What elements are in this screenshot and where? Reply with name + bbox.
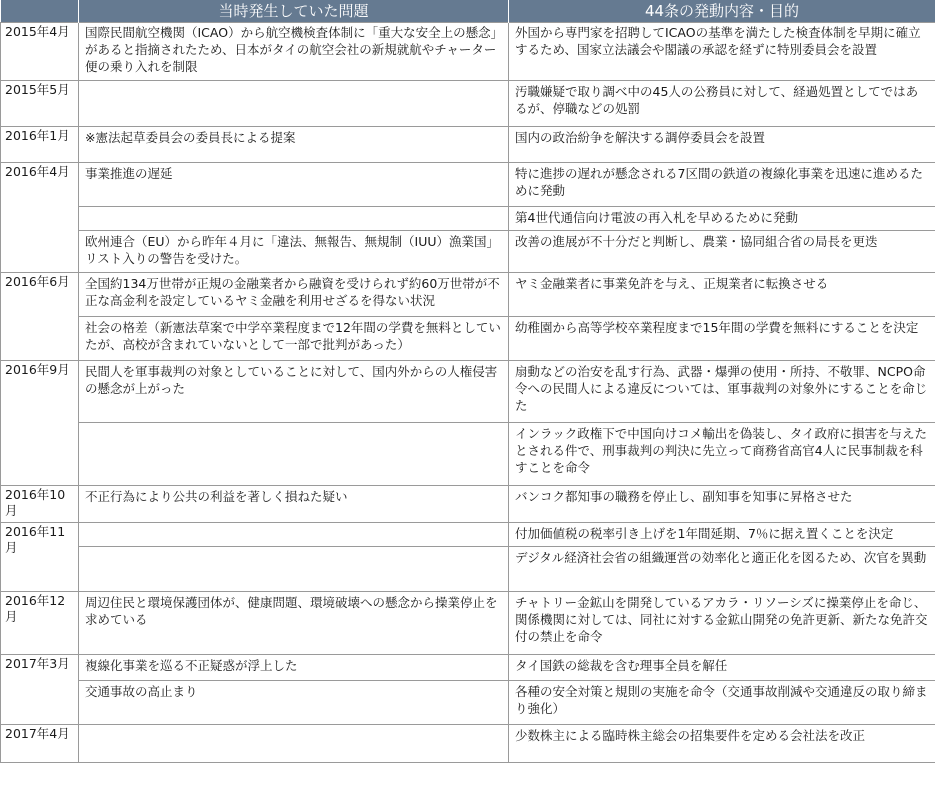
date-cell — [1, 655, 79, 725]
table-row — [1, 81, 935, 127]
header-action: 44条の発動内容・目的 — [509, 0, 935, 23]
problem-cell: 国際民間航空機関（ICAO）から航空機検査体制に「重大な安全上の懸念」があると指摘されたため、日本がタイの航空会社の新規就航やチャーター便の乗り入れを制限 — [79, 23, 509, 81]
date-text: 2016年4月 — [5, 164, 70, 179]
table-row — [1, 361, 935, 423]
problem-cell — [79, 81, 509, 127]
date-cell — [1, 592, 79, 655]
table-row — [1, 317, 935, 361]
date-cell — [1, 163, 79, 273]
date-cell — [1, 23, 79, 81]
action-cell: 付加価値税の税率引き上げを1年間延期、7％に据え置くことを決定 — [509, 523, 935, 547]
problem-cell: 不正行為により公共の利益を著しく損ねた疑い — [79, 486, 509, 523]
table-row — [1, 655, 935, 681]
action-cell: 少数株主による臨時株主総会の招集要件を定める会社法を改正 — [509, 725, 935, 763]
problem-cell: 交通事故の高止まり — [79, 681, 509, 725]
action-cell: 各種の安全対策と規則の実施を命令（交通事故削減や交通違反の取り締まり強化） — [509, 681, 935, 725]
problem-cell: ※憲法起草委員会の委員長による提案 — [79, 127, 509, 163]
table-row — [1, 592, 935, 655]
table-row — [1, 547, 935, 592]
action-cell: デジタル経済社会省の組織運営の効率化と適正化を図るため、次官を異動 — [509, 547, 935, 592]
action-cell: インラック政権下で中国向けコメ輸出を偽装し、タイ政府に損害を与えたとされる件で、刑事裁判の判決に先立って商務省高官4人に民事制裁を科すことを命令 — [509, 423, 935, 486]
date-text: 2017年3月 — [5, 656, 70, 671]
header-problem: 当時発生していた問題 — [79, 0, 509, 23]
date-cell — [1, 725, 79, 763]
problem-cell: 全国約134万世帯が正規の金融業者から融資を受けられず約60万世帯が不正な高金利を設定しているヤミ金融を利用せざるを得ない状況 — [79, 273, 509, 317]
problem-cell — [79, 523, 509, 547]
problem-cell: 複線化事業を巡る不正疑惑が浮上した — [79, 655, 509, 681]
header-date — [1, 0, 79, 23]
problem-cell: 周辺住民と環境保護団体が、健康問題、環境破壊への懸念から操業停止を求めている — [79, 592, 509, 655]
action-cell: 外国から専門家を招聘してICAOの基準を満たした検査体制を早期に確立するため、国家立法議会や閣議の承認を経ずに特別委員会を設置 — [509, 23, 935, 81]
action-cell: 国内の政治紛争を解決する調停委員会を設置 — [509, 127, 935, 163]
problem-cell: 事業推進の遅延 — [79, 163, 509, 207]
action-cell: 第4世代通信向け電波の再入札を早めるために発動 — [509, 207, 935, 231]
problem-cell: 社会の格差（新憲法草案で中学卒業程度まで12年間の学費を無料としていたが、高校が含まれていないとして一部で批判があった） — [79, 317, 509, 361]
problem-cell — [79, 207, 509, 231]
action-cell: ヤミ金融業者に事業免許を与え、正規業者に転換させる — [509, 273, 935, 317]
table-row — [1, 523, 935, 547]
table-row — [1, 23, 935, 81]
action-cell: 改善の進展が不十分だと判断し、農業・協同組合省の局長を更迭 — [509, 231, 935, 273]
header-row — [1, 0, 935, 23]
date-text: 2016年10月 — [5, 487, 66, 518]
table-row — [1, 163, 935, 207]
table-row — [1, 273, 935, 317]
date-cell — [1, 361, 79, 486]
action-cell: 特に進捗の遅れが懸念される7区間の鉄道の複線化事業を迅速に進めるために発動 — [509, 163, 935, 207]
date-cell — [1, 273, 79, 361]
action-cell: バンコク都知事の職務を停止し、副知事を知事に昇格させた — [509, 486, 935, 523]
table-row — [1, 127, 935, 163]
date-text: 2016年12月 — [5, 593, 66, 624]
date-text: 2016年9月 — [5, 362, 70, 377]
table-row — [1, 486, 935, 523]
date-text: 2016年11月 — [5, 524, 66, 555]
date-text: 2016年6月 — [5, 274, 70, 289]
problem-cell: 民間人を軍事裁判の対象としていることに対して、国内外からの人権侵害の懸念が上がった — [79, 361, 509, 423]
table-row — [1, 423, 935, 486]
date-text: 2017年4月 — [5, 726, 70, 741]
problem-cell — [79, 547, 509, 592]
problem-cell — [79, 423, 509, 486]
problem-cell — [79, 725, 509, 763]
table-row — [1, 207, 935, 231]
action-cell: タイ国鉄の総裁を含む理事全員を解任 — [509, 655, 935, 681]
date-text: 2016年1月 — [5, 128, 70, 143]
table-row — [1, 725, 935, 763]
table-row — [1, 231, 935, 273]
action-cell: 汚職嫌疑で取り調べ中の45人の公務員に対して、経過処置としてではあるが、停職などの処罰 — [509, 81, 935, 127]
action-cell: チャトリー金鉱山を開発しているアカラ・リソーシズに操業停止を命じ、関係機関に対しては、同社に対する金鉱山開発の免許更新、新たな免許交付の禁止を命令 — [509, 592, 935, 655]
date-cell — [1, 127, 79, 163]
table-row — [1, 681, 935, 725]
date-text: 2015年5月 — [5, 82, 70, 97]
problem-cell: 欧州連合（EU）から昨年４月に「違法、無報告、無規制（IUU）漁業国」リスト入りの警告を受けた。 — [79, 231, 509, 273]
action-cell: 幼稚園から高等学校卒業程度まで15年間の学費を無料にすることを決定 — [509, 317, 935, 361]
date-cell — [1, 81, 79, 127]
action-cell: 扇動などの治安を乱す行為、武器・爆弾の使用・所持、不敬罪、NCPO命令への民間人による違反については、軍事裁判の対象外にすることを命じた — [509, 361, 935, 423]
date-cell — [1, 523, 79, 592]
date-text: 2015年4月 — [5, 24, 70, 39]
date-cell — [1, 486, 79, 523]
